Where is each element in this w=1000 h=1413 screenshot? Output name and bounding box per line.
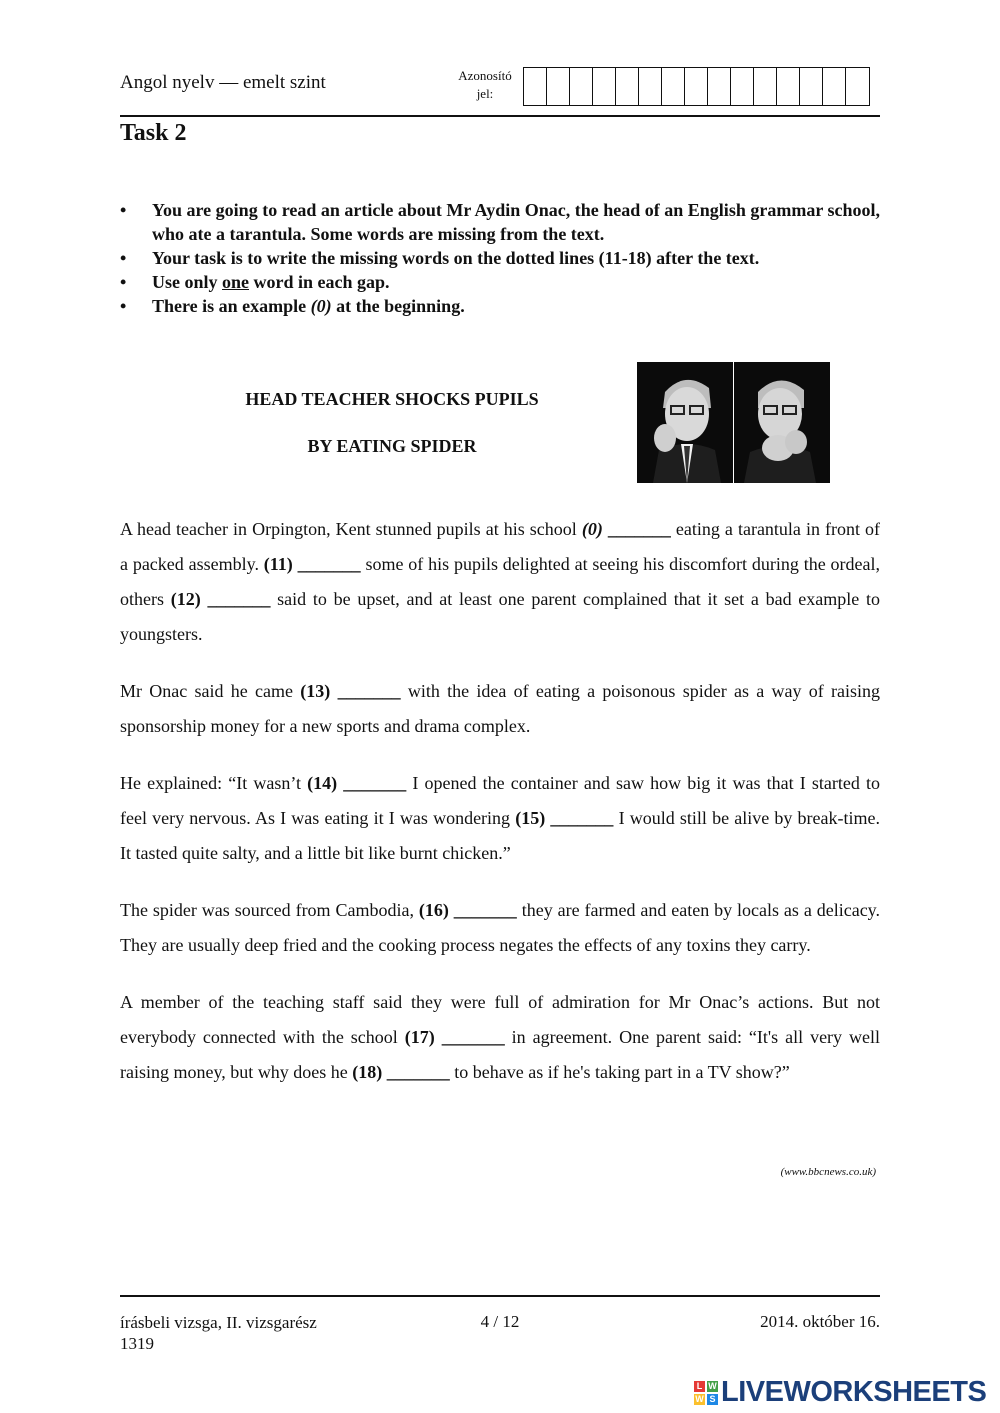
photo-left	[637, 362, 733, 483]
id-box[interactable]	[731, 68, 754, 105]
footer-exam-info	[120, 1312, 317, 1354]
liveworksheets-logo-icon	[694, 1381, 718, 1405]
gap-blank[interactable]: _______	[386, 1062, 450, 1082]
gap-blank[interactable]: _______	[337, 681, 401, 701]
bullet-icon: •	[120, 248, 127, 268]
article-paragraph: The spider was sourced from Cambodia, (16) _______ they are farmed and eaten by locals as a delicacy. They are usually deep fried and the cooking process negates the effects of any toxins they carry.	[120, 900, 881, 955]
footer-exam-part: írásbeli vizsga, II. vizsgarész	[120, 1313, 317, 1332]
id-box[interactable]	[708, 68, 731, 105]
id-box[interactable]	[754, 68, 777, 105]
liveworksheets-watermark[interactable]	[694, 1376, 986, 1409]
id-box[interactable]	[800, 68, 823, 105]
article-paragraph: A member of the teaching staff said they were full of admiration for Mr Onac’s actions. But not everybody connected with the school (17) _______ in agreement. One parent said: “It's all very well raising money, but why does he (18) _______ to behave as if he's taking part in a TV show?”	[120, 992, 881, 1082]
article-paragraph: He explained: “It wasn’t (14) _______ I opened the container and saw how big it was that I started to feel very nervous. As I was eating it I was wondering (15) _______ I would still be alive by break-time. It tasted quite salty, and a little bit like burnt chicken.”	[120, 773, 881, 863]
id-box[interactable]	[616, 68, 639, 105]
article-paragraph: A head teacher in Orpington, Kent stunned pupils at his school (0) _______ eating a tarantula in front of a packed assembly. (11) _______ some of his pupils delighted at seeing his discomfort during the ordeal, others (12) _______ said to be upset, and at least one parent complained that it set a bad example to youngsters.	[120, 519, 881, 644]
id-box[interactable]	[823, 68, 846, 105]
id-box[interactable]	[846, 68, 869, 105]
instruction-item: • Your task is to write the missing words on the dotted lines (11-18) after the text.	[120, 248, 760, 268]
gap-number: (11)	[263, 554, 293, 574]
bullet-icon: •	[120, 296, 127, 316]
liveworksheets-wordmark: LIVEWORKSHEETS	[721, 1376, 987, 1408]
head-teacher-eating-spider-photo	[637, 362, 830, 483]
gap-blank[interactable]: _______	[441, 1027, 505, 1047]
bullet-icon: •	[120, 200, 127, 220]
logo-letter: S	[707, 1394, 718, 1405]
gap-number: (15)	[515, 808, 546, 828]
gap-number: (0)	[581, 519, 603, 539]
gap-blank[interactable]: _______	[453, 900, 517, 920]
gap-blank[interactable]: _______	[207, 589, 271, 609]
gap-number: (18)	[352, 1062, 383, 1082]
instruction-list	[120, 198, 880, 318]
instruction-item: • There is an example (0) at the beginning.	[120, 296, 465, 316]
logo-letter: W	[708, 1380, 717, 1391]
id-box[interactable]	[593, 68, 616, 105]
id-box[interactable]	[570, 68, 593, 105]
gap-blank[interactable]: _______	[550, 808, 614, 828]
footer-divider	[120, 1295, 880, 1297]
id-label	[447, 67, 523, 103]
gap-number: (12)	[170, 589, 201, 609]
article-paragraph: Mr Onac said he came (13) _______ with the idea of eating a poisonous spider as a way of raising sponsorship money for a new sports and drama complex.	[120, 681, 881, 736]
id-label-line1: Azonosító	[458, 68, 512, 83]
gap-blank[interactable]: _______	[607, 519, 671, 539]
gap-blank[interactable]: _______	[297, 554, 361, 574]
id-box[interactable]	[777, 68, 800, 105]
exam-title: Angol nyelv — emelt szint	[120, 72, 326, 93]
id-box[interactable]	[662, 68, 685, 105]
gap-number: (14)	[307, 773, 338, 793]
logo-letter: W	[695, 1393, 704, 1404]
exam-date: 2014. október 16.	[760, 1312, 880, 1331]
page-number: 4 / 12	[480, 1312, 520, 1331]
headline-line2: BY EATING SPIDER	[307, 436, 477, 456]
gap-number: (13)	[300, 681, 331, 701]
id-box[interactable]	[639, 68, 662, 105]
bullet-icon: •	[120, 272, 127, 292]
task-title: Task 2	[120, 120, 187, 146]
id-box[interactable]	[524, 68, 547, 105]
photo-right	[734, 362, 830, 483]
gap-number: (16)	[418, 900, 449, 920]
id-code-boxes[interactable]	[523, 67, 870, 106]
footer-exam-code: 1319	[120, 1334, 154, 1353]
gap-blank[interactable]: _______	[343, 773, 407, 793]
header-divider	[120, 115, 880, 117]
instruction-item: • Use only one word in each gap.	[120, 272, 390, 292]
instruction-item: • You are going to read an article about Mr Aydin Onac, the head of an English grammar school, who ate a tarantula. Some words are missing from the text.	[120, 200, 880, 244]
logo-letter: L	[694, 1381, 705, 1392]
gap-number: (17)	[404, 1027, 435, 1047]
article-source: (www.bbcnews.co.uk)	[780, 1166, 876, 1178]
id-box[interactable]	[547, 68, 570, 105]
id-label-line2: jel:	[476, 86, 494, 101]
article-body	[120, 512, 880, 1112]
headline-line1: HEAD TEACHER SHOCKS PUPILS	[245, 389, 539, 409]
id-box[interactable]	[685, 68, 708, 105]
